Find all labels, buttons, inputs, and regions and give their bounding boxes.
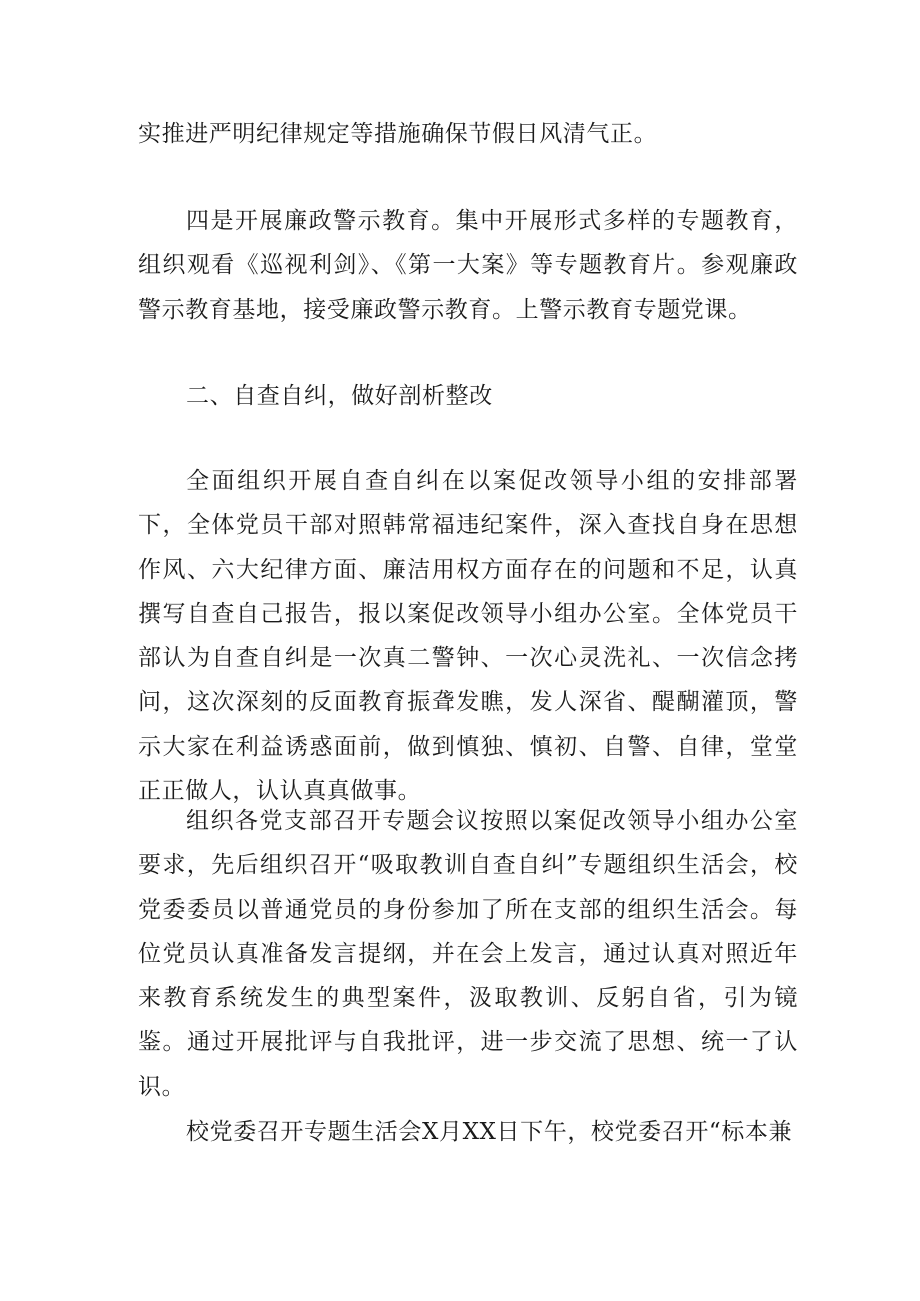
paragraph-text: 四是开展廉政警示教育。集中开展形式多样的专题教育，组织观看《巡视利剑》、《第一大案》等专题教育片。参观廉政警示教育基地，接受廉政警示教育。上警示教育专题党课。 [138, 208, 798, 323]
paragraph-text: 校党委召开专题生活会X月XX日下午，校党委召开“标本兼 [186, 1119, 793, 1145]
section-heading-text: 二、自查自纠，做好剖析整改 [186, 383, 493, 409]
paragraph-warning-education [138, 199, 798, 332]
paragraph-branch-meetings [138, 799, 798, 1109]
paragraph-self-inspection [138, 459, 798, 813]
paragraph-continuation [138, 112, 798, 156]
paragraph-text: 全面组织开展自查自纠在以案促改领导小组的安排部署下，全体党员干部对照韩常福违纪案件，深入查找自身在思想作风、六大纪律方面、廉洁用权方面存在的问题和不足，认真撰写自查自己报告，报以案促改领导小组办公室。全体党员干部认为自查自纠是一次真二警钟、一次心灵洗礼、一次信念拷问，这次深刻的反面教育振聋发瞧，发人深省、醍醐灌顶，警示大家在利益诱惑面前，做到慎独、慎初、自警、自律，堂堂正正做人，认认真真做事。 [138, 468, 798, 805]
paragraph-committee-meeting [138, 1110, 798, 1154]
paragraph-text: 组织各党支部召开专题会议按照以案促改领导小组办公室要求，先后组织召开“吸取教训自查自纠”专题组织生活会，校党委委员以普通党员的身份参加了所在支部的组织生活会。每位党员认真准备发言提纲，并在会上发言，通过认真对照近年来教育系统发生的典型案件，汲取教训、反躬自省，引为镜鉴。通过开展批评与自我批评，进一步交流了思想、统一了认识。 [138, 808, 798, 1100]
paragraph-text: 实推进严明纪律规定等措施确保节假日风清气正。 [138, 121, 658, 147]
section-heading [138, 374, 798, 418]
